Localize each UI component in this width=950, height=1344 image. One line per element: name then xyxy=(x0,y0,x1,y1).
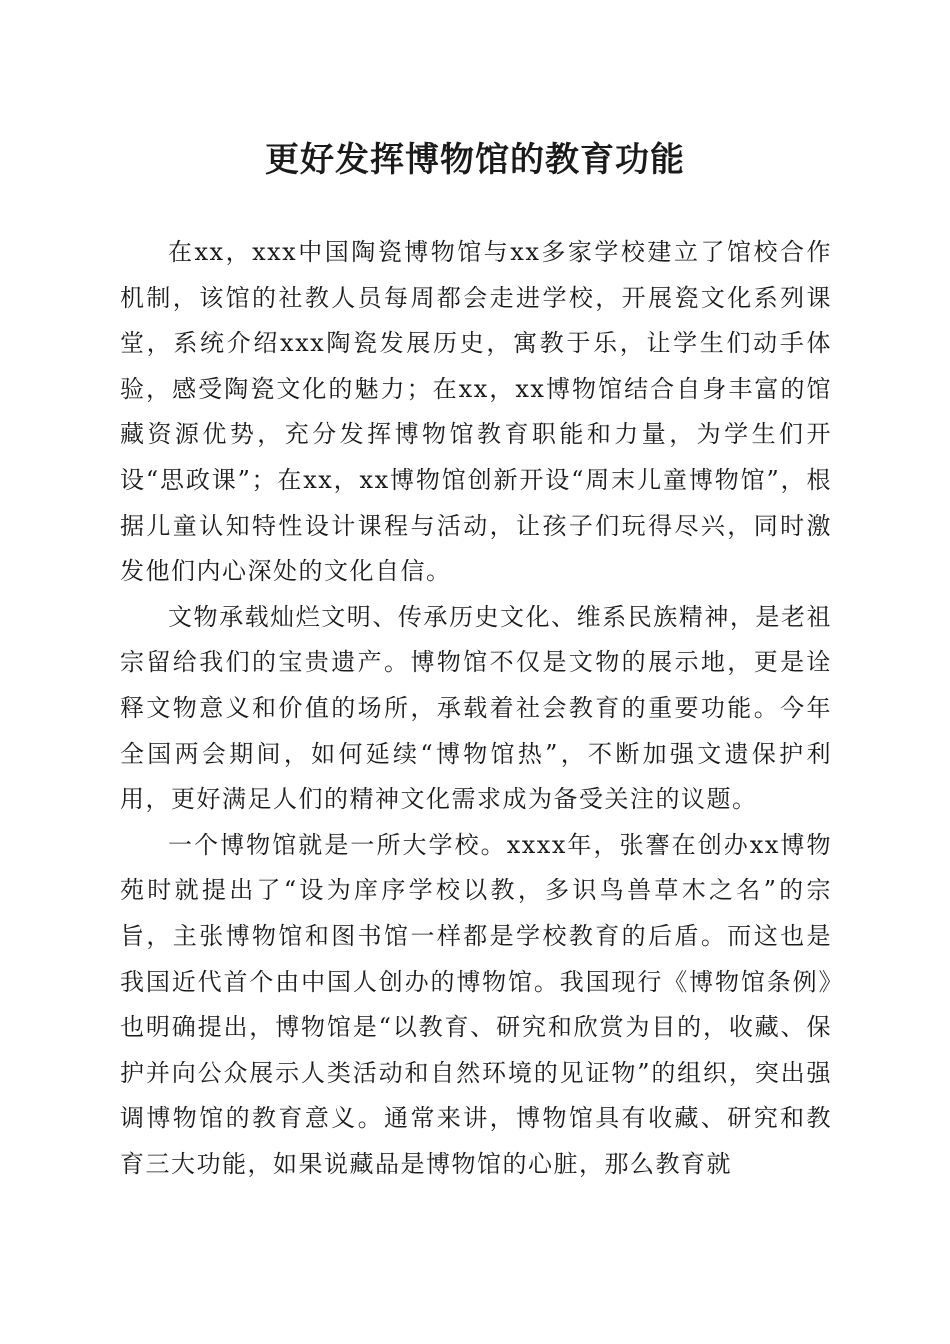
document-title: 更好发挥博物馆的教育功能 xyxy=(265,140,685,180)
document-body xyxy=(120,230,832,1187)
paragraph-3: 一个博物馆就是一所大学校。xxxx年，张謇在创办xx博物苑时就提出了“设为庠序学校以教，多识鸟兽草木之名”的宗旨，主张博物馆和图书馆一样都是学校教育的后盾。而这也是我国近代首个由中国人创办的博物馆。我国现行《博物馆条例》也明确提出，博物馆是“以教育、研究和欣赏为目的，收藏、保护并向公众展示人类活动和自然环境的见证物”的组织，突出强调博物馆的教育意义。通常来讲，博物馆具有收藏、研究和教育三大功能，如果说藏品是博物馆的心脏，那么教育就 xyxy=(120,830,832,1178)
paragraph-1: 在xx，xxx中国陶瓷博物馆与xx多家学校建立了馆校合作机制，该馆的社教人员每周都会走进学校，开展瓷文化系列课堂，系统介绍xxx陶瓷发展历史，寓教于乐，让学生们动手体验，感受陶瓷文化的魅力；在xx，xx博物馆结合自身丰富的馆藏资源优势，充分发挥博物馆教育职能和力量，为学生们开设“思政课”；在xx，xx博物馆创新开设“周末儿童博物馆”，根据儿童认知特性设计课程与活动，让孩子们玩得尽兴，同时激发他们内心深处的文化自信。 xyxy=(120,238,832,586)
paragraph-2: 文物承载灿烂文明、传承历史文化、维系民族精神，是老祖宗留给我们的宝贵遗产。博物馆不仅是文物的展示地，更是诠释文物意义和价值的场所，承载着社会教育的重要功能。今年全国两会期间，如何延续“博物馆热”，不断加强文遗保护利用，更好满足人们的精神文化需求成为备受关注的议题。 xyxy=(120,602,832,814)
